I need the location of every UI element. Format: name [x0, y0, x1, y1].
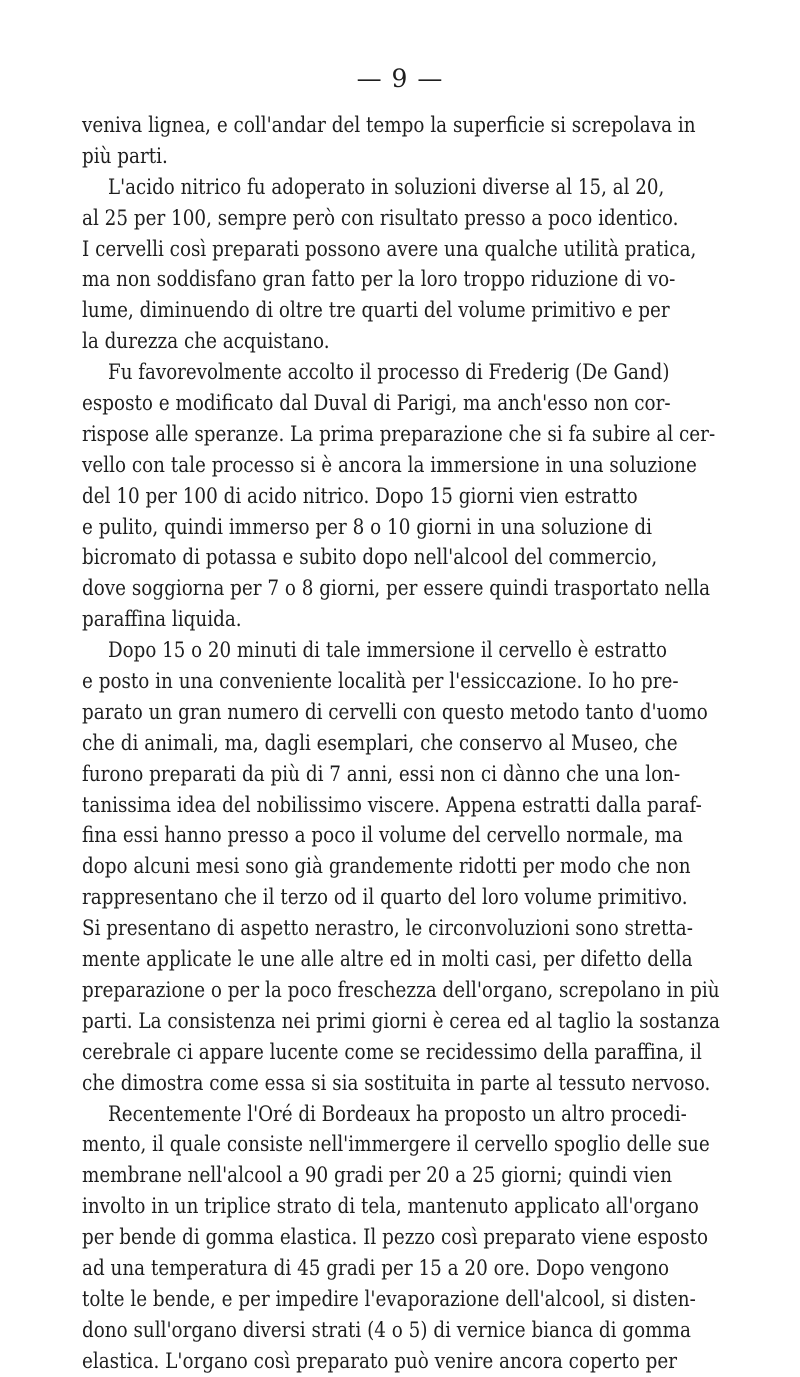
- text-line: tanissima idea del nobilissimo viscere. Appena estratti dalla paraf-: [82, 792, 702, 817]
- text-line: L'acido nitrico fu adoperato in soluzioni diverse al 15, al 20,: [108, 174, 665, 199]
- text-line: paraffina liquida.: [82, 607, 242, 632]
- text-line: del 10 per 100 di acido nitrico. Dopo 15 giorni vien estratto: [82, 483, 638, 508]
- text-line: al 25 per 100, sempre però con risultato presso a poco identico.: [82, 205, 679, 230]
- text-line: e posto in una conveniente località per l'essiccazione. Io ho pre-: [82, 669, 679, 694]
- page-number: — 9 —: [356, 64, 444, 93]
- text-line: dopo alcuni mesi sono già grandemente ridotti per modo che non: [82, 854, 691, 879]
- text-line: mente applicate le une alle altre ed in molti casi, per difetto della: [82, 947, 693, 972]
- text-line: veniva lignea, e coll'andar del tempo la superficie si screpolava in: [82, 113, 696, 137]
- text-line: la durezza che acquistano.: [82, 329, 330, 354]
- text-line: Recentemente l'Oré di Bordeaux ha proposto un altro procedi-: [108, 1101, 687, 1126]
- text-line: che di animali, ma, dagli esemplari, che conservo al Museo, che: [82, 730, 678, 755]
- text-line: lume, diminuendo di oltre tre quarti del volume primitivo e per: [82, 298, 670, 323]
- text-line: mento, il quale consiste nell'immergere il cervello spoglio delle sue: [82, 1132, 710, 1157]
- text-line: parti. La consistenza nei primi giorni è cerea ed al taglio la sostanza: [82, 1008, 720, 1033]
- text-line: elastica. L'organo così preparato può venire ancora coperto per: [82, 1348, 678, 1373]
- text-line: rappresentano che il terzo od il quarto del loro volume primitivo.: [82, 885, 688, 910]
- text-line: Si presentano di aspetto nerastro, le circonvoluzioni sono stretta-: [82, 916, 693, 941]
- text-line: cerebrale ci appare lucente come se recidessimo della paraffina, il: [82, 1039, 702, 1064]
- text-line: per bende di gomma elastica. Il pezzo così preparato viene esposto: [82, 1225, 709, 1250]
- text-line: vello con tale processo si è ancora la immersione in una soluzione: [82, 452, 697, 477]
- text-line: ma non soddisfano gran fatto per la loro troppo riduzione di vo-: [82, 267, 676, 292]
- text-line: furono preparati da più di 7 anni, essi non ci dànno che una lon-: [82, 761, 681, 786]
- text-line: tolte le bende, e per impedire l'evaporazione dell'alcool, si disten-: [82, 1286, 696, 1311]
- text-line: ad una temperatura di 45 gradi per 15 a 20 ore. Dopo vengono: [82, 1255, 670, 1280]
- text-line: dove soggiorna per 7 o 8 giorni, per essere quindi trasportato nella: [82, 576, 711, 601]
- text-line: più parti.: [82, 143, 168, 168]
- text-line: parato un gran numero di cervelli con questo metodo tanto d'uomo: [82, 699, 708, 724]
- text-line: esposto e modificato dal Duval di Parigi, ma anch'esso non cor-: [82, 391, 671, 416]
- text-line: preparazione o per la poco freschezza dell'organo, screpolano in più: [82, 977, 720, 1002]
- text-line: che dimostra come essa si sia sostituita in parte al tessuto nervoso.: [82, 1070, 711, 1095]
- text-line: rispose alle speranze. La prima preparazione che si fa subire al cer-: [82, 421, 716, 446]
- text-line: Dopo 15 o 20 minuti di tale immersione il cervello è estratto: [108, 638, 667, 663]
- text-line: Fu favorevolmente accolto il processo di Frederig (De Gand): [108, 360, 670, 385]
- body-text: [82, 110, 800, 1377]
- text-line: e pulito, quindi immerso per 8 o 10 giorni in una soluzione di: [82, 514, 653, 539]
- text-line: fina essi hanno presso a poco il volume del cervello normale, ma: [82, 823, 683, 848]
- text-line: dono sull'organo diversi strati (4 o 5) di vernice bianca di gomma: [82, 1317, 691, 1342]
- text-line: membrane nell'alcool a 90 gradi per 20 a 25 giorni; quindi vien: [82, 1163, 673, 1188]
- text-line: involto in un triplice strato di tela, mantenuto applicato all'organo: [82, 1194, 699, 1219]
- text-line: I cervelli così preparati possono avere una qualche utilità pratica,: [82, 236, 697, 261]
- text-line: bicromato di potassa e subito dopo nell'alcool del commercio,: [82, 545, 658, 570]
